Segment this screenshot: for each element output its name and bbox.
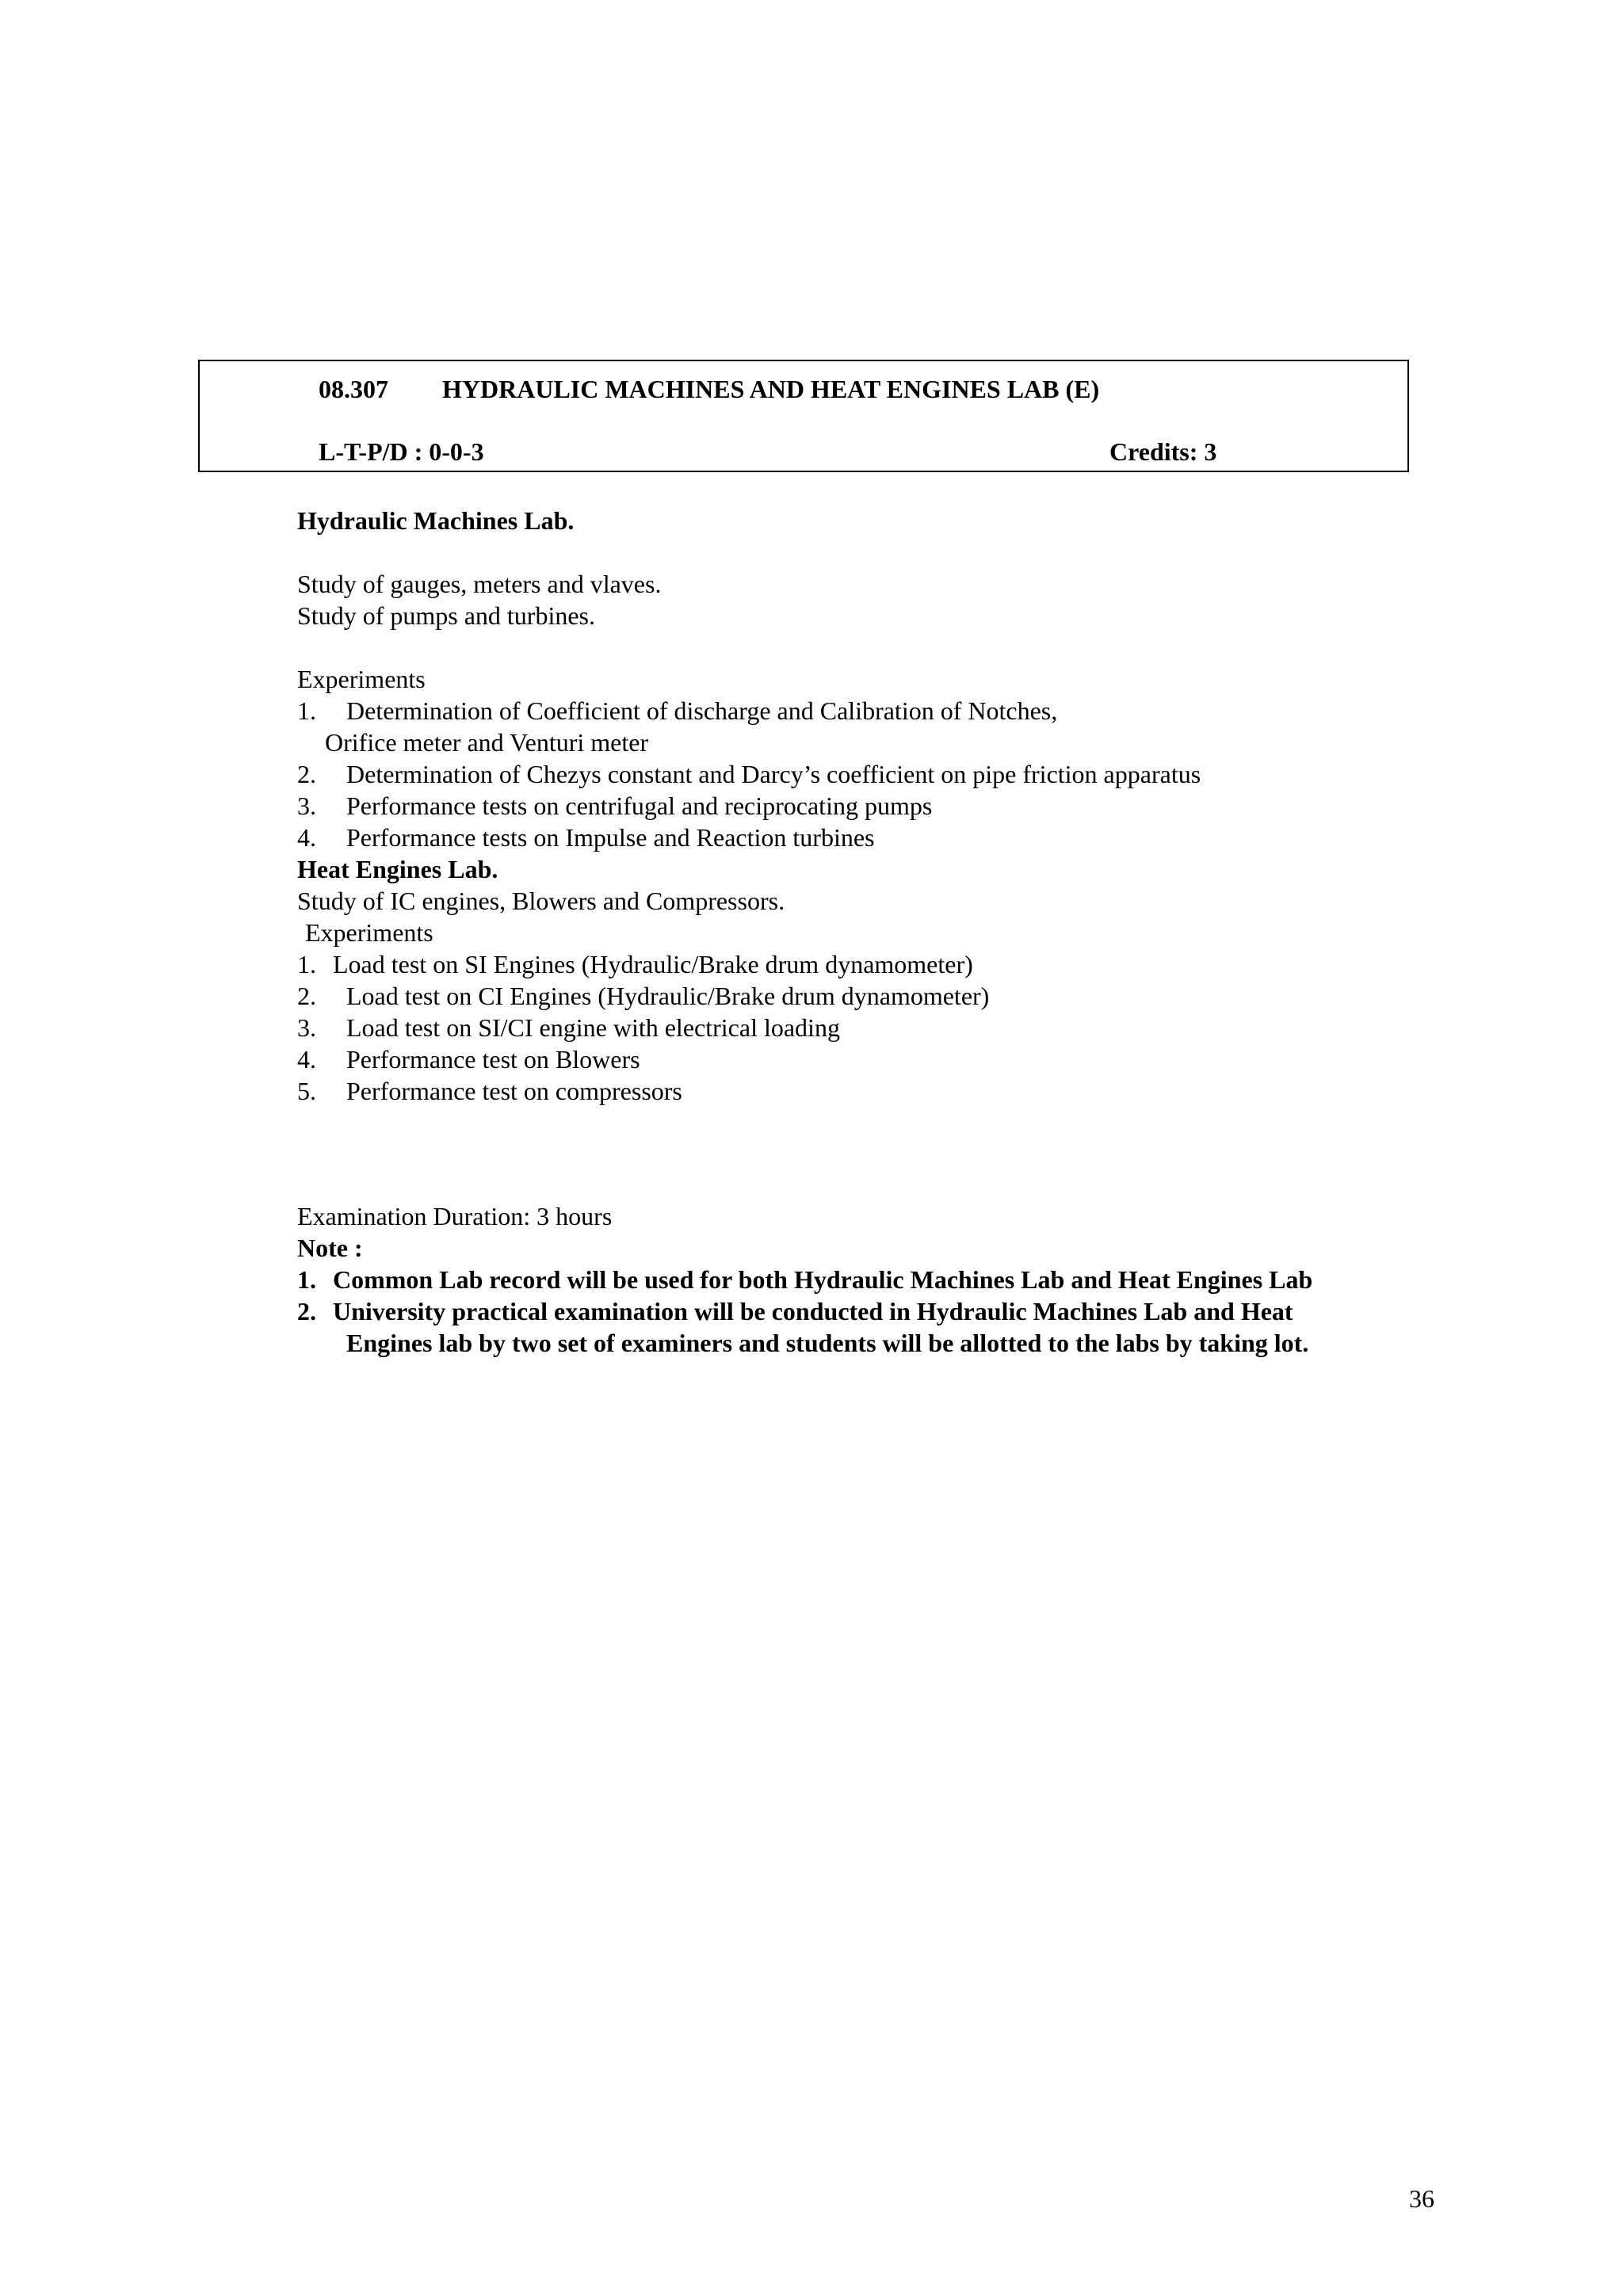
list-item-text: Determination of Coefficient of discharge and Calibration of Notches, — [346, 696, 1058, 725]
list-item — [297, 948, 1423, 980]
list-item — [297, 758, 1423, 790]
course-title: HYDRAULIC MACHINES AND HEAT ENGINES LAB (E) — [442, 375, 1100, 403]
heat-heading: Heat Engines Lab. — [297, 855, 498, 883]
list-item-number: 3. — [297, 791, 316, 820]
list-item-number: 2. — [297, 982, 316, 1010]
note-item — [297, 1264, 1423, 1295]
credits-info: Credits: 3 — [1109, 437, 1217, 466]
list-item-text: Load test on SI Engines (Hydraulic/Brake drum dynamometer) — [333, 950, 973, 978]
hydraulic-heading: Hydraulic Machines Lab. — [297, 506, 575, 535]
list-item-number: 3. — [297, 1013, 316, 1042]
list-item-number: 4. — [297, 1045, 316, 1074]
exam-duration: Examination Duration: 3 hours — [297, 1202, 613, 1230]
list-item — [297, 822, 1423, 853]
list-item-number: 5. — [297, 1077, 316, 1105]
list-item-text: Performance tests on centrifugal and reciprocating pumps — [346, 791, 933, 820]
note-label: Note : — [297, 1234, 363, 1262]
note-item-number: 1. — [297, 1265, 316, 1294]
note-item-number: 2. — [297, 1297, 316, 1325]
note-item-text: University practical examination will be conducted in Hydraulic Machines Lab and Heat — [333, 1297, 1293, 1325]
list-item — [297, 790, 1423, 822]
syllabus-content — [297, 505, 1423, 1359]
list-item-number: 1. — [297, 696, 316, 725]
list-item-text: Performance tests on Impulse and Reaction turbines — [346, 823, 875, 852]
list-item — [297, 980, 1423, 1012]
heat-experiments-label: Experiments — [305, 918, 433, 947]
hydraulic-study-1: Study of gauges, meters and vlaves. — [297, 570, 662, 598]
heat-study: Study of IC engines, Blowers and Compressors. — [297, 887, 785, 915]
course-code: 08.307 — [319, 375, 388, 403]
list-item-number: 4. — [297, 823, 316, 852]
note-item — [297, 1295, 1423, 1327]
list-item-text: Performance test on Blowers — [346, 1045, 640, 1074]
list-item-text: Determination of Chezys constant and Darcy’s coefficient on pipe friction apparatus — [346, 760, 1201, 788]
list-item-number: 2. — [297, 760, 316, 788]
list-item — [297, 1075, 1423, 1107]
list-item — [297, 1043, 1423, 1075]
hydraulic-experiments-label: Experiments — [297, 665, 426, 693]
list-item-text: Load test on CI Engines (Hydraulic/Brake drum dynamometer) — [346, 982, 990, 1010]
note-item-text: Common Lab record will be used for both Hydraulic Machines Lab and Heat Engines Lab — [333, 1265, 1313, 1294]
list-item-text: Performance test on compressors — [346, 1077, 682, 1105]
page-number: 36 — [1409, 2184, 1434, 2213]
list-item — [297, 695, 1423, 727]
ltpd-info: L-T-P/D : 0-0-3 — [319, 437, 484, 466]
list-item-number: 1. — [297, 950, 316, 978]
hydraulic-study-2: Study of pumps and turbines. — [297, 601, 595, 630]
list-item-continuation: Orifice meter and Venturi meter — [325, 728, 649, 757]
note-item-continuation: Engines lab by two set of examiners and students will be allotted to the labs by taking lot. — [346, 1329, 1309, 1357]
list-item-text: Load test on SI/CI engine with electrical loading — [346, 1013, 840, 1042]
list-item — [297, 1012, 1423, 1043]
